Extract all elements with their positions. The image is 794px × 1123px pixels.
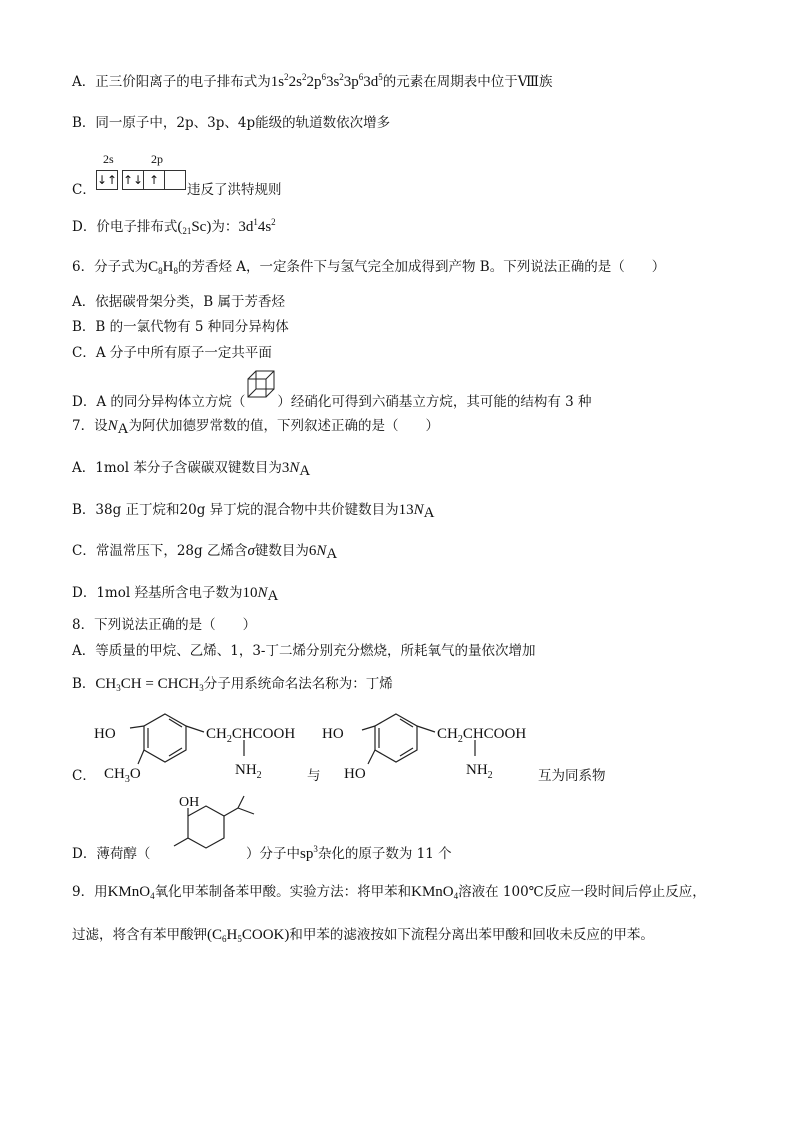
orbital-box-2s: ↓↑ — [96, 170, 118, 190]
q7-option-b: B．38g 正丁烷和20g 异丁烷的混合物中共价键数目为$13N_A$ — [72, 502, 435, 521]
q9-line-1: 9．用KMnO$_4$氧化甲苯制备苯甲酸。实验方法：将甲苯和KMnO$_4$溶液在 100℃反应一段时间后停止反应， — [72, 884, 706, 901]
q8-option-b: B．$CH_3CH$ = $CHCH_3$分子用系统命名法名称为：丁烯 — [72, 676, 393, 693]
q5-a-post: 的元素在周期表中位于Ⅷ族 — [382, 74, 553, 90]
orbital-box-2p-2: ↑ — [143, 170, 165, 190]
q7-option-d: D．1mol 羟基所含电子数为$10N_A$ — [72, 585, 279, 604]
q8-option-c-prefix: C． — [72, 768, 96, 784]
mol1-nh2: $NH_2$ — [235, 762, 262, 781]
valence-configuration: $3d^14s^2$ — [238, 217, 276, 235]
q5-option-b: B．同一原子中，2p、3p、4p能级的轨道数依次增多 — [72, 115, 391, 131]
sp3-label: $sp^3$ — [300, 844, 318, 862]
q5-option-d: D．价电子排布式$(_{21}Sc)$为：$3d^14s^2$ — [72, 217, 276, 236]
q5-option-a — [72, 72, 553, 92]
mol2-nh2: $NH_2$ — [466, 762, 493, 781]
formula-c8h8: $C_8H_8$ — [148, 259, 178, 276]
orbital-label-2s: 2s — [103, 152, 114, 166]
q8-c-with: 与 — [307, 768, 321, 784]
q8-option-d-pre: D．薄荷醇（ — [72, 846, 151, 862]
q8-option-a: A．等质量的甲烷、乙烯、1，3-丁二烯分别充分燃烧，所耗氧气的量依次增加 — [72, 643, 536, 659]
q6-stem: 6．分子式为$C_8H_8$的芳香烃 A，一定条件下与氢气完全加成得到产物 B。下列说法正确的是（ ） — [72, 259, 666, 276]
q8-option-d-post: ）分子中$sp^3$杂化的原子数为 11 个 — [246, 844, 452, 862]
q5-option-c-prefix: C． — [72, 182, 96, 198]
kmno4-formula: KMnO$_4$ — [107, 884, 155, 901]
scandium-symbol: $(_{21}Sc)$ — [177, 219, 212, 236]
q6-option-c: C．A 分子中所有原子一定共平面 — [72, 345, 272, 361]
avogadro-symbol: N — [107, 418, 118, 434]
q8-stem: 8．下列说法正确的是（ ） — [72, 617, 257, 633]
mol1-ch3o: $CH_3O$ — [104, 766, 141, 785]
q5-a-pre: A．正三价阳离子的电子排布式为 — [72, 74, 271, 90]
mol1-ho: HO — [94, 726, 116, 742]
q7-stem: 7．设$N_A$为阿伏加德罗常数的值，下列叙述正确的是（ ） — [72, 418, 439, 437]
molecule-2-structure — [318, 706, 548, 786]
q6-option-b: B．B 的一氯代物有 5 种同分异构体 — [72, 319, 289, 335]
menthol-oh: OH — [179, 795, 200, 810]
formula-2-butene: $CH_3CH$ = $CHCH_3$ — [95, 676, 204, 693]
q7-option-c: C．常温常压下，28g 乙烯含σ键数目为$6N_A$ — [72, 543, 338, 562]
q6-option-d: D．A 的同分异构体立方烷（ ）经硝化可得到六硝基立方烷，其可能的结构有 3 种 — [72, 386, 592, 412]
q7-option-a: A．1mol 苯分子含碳碳双键数目为$3N_A$ — [72, 460, 311, 479]
mol2-ho-bottom: HO — [344, 766, 366, 782]
q9-line-2: 过滤，将含有苯甲酸钾$(C_6H_5COOK)$和甲苯的滤液按如下流程分离出苯甲酸和回收未反应的甲苯。 — [72, 927, 654, 944]
orbital-box-2p-3 — [164, 170, 186, 190]
q5-option-c-text: 违反了洪特规则 — [187, 182, 282, 198]
mol2-ho-top: HO — [322, 726, 344, 742]
menthol-structure — [160, 794, 260, 864]
orbital-label-2p: 2p — [151, 152, 163, 166]
mol1-chain: $CH_2CHCOOH$ — [206, 726, 296, 745]
q8-c-post: 互为同系物 — [538, 768, 606, 784]
cubane-structure — [245, 386, 277, 406]
molecule-1-structure — [90, 706, 310, 786]
q6-option-a: A．依据碳骨架分类，B 属于芳香烃 — [72, 294, 285, 310]
potassium-benzoate-formula: $(C_6H_5COOK)$ — [207, 927, 290, 944]
electron-configuration: $1s^22s^22p^63s^23p^63d^5$ — [270, 72, 383, 90]
mol2-chain: $CH_2CHCOOH$ — [437, 726, 527, 745]
orbital-box-2p-1: ↑↓ — [122, 170, 144, 190]
